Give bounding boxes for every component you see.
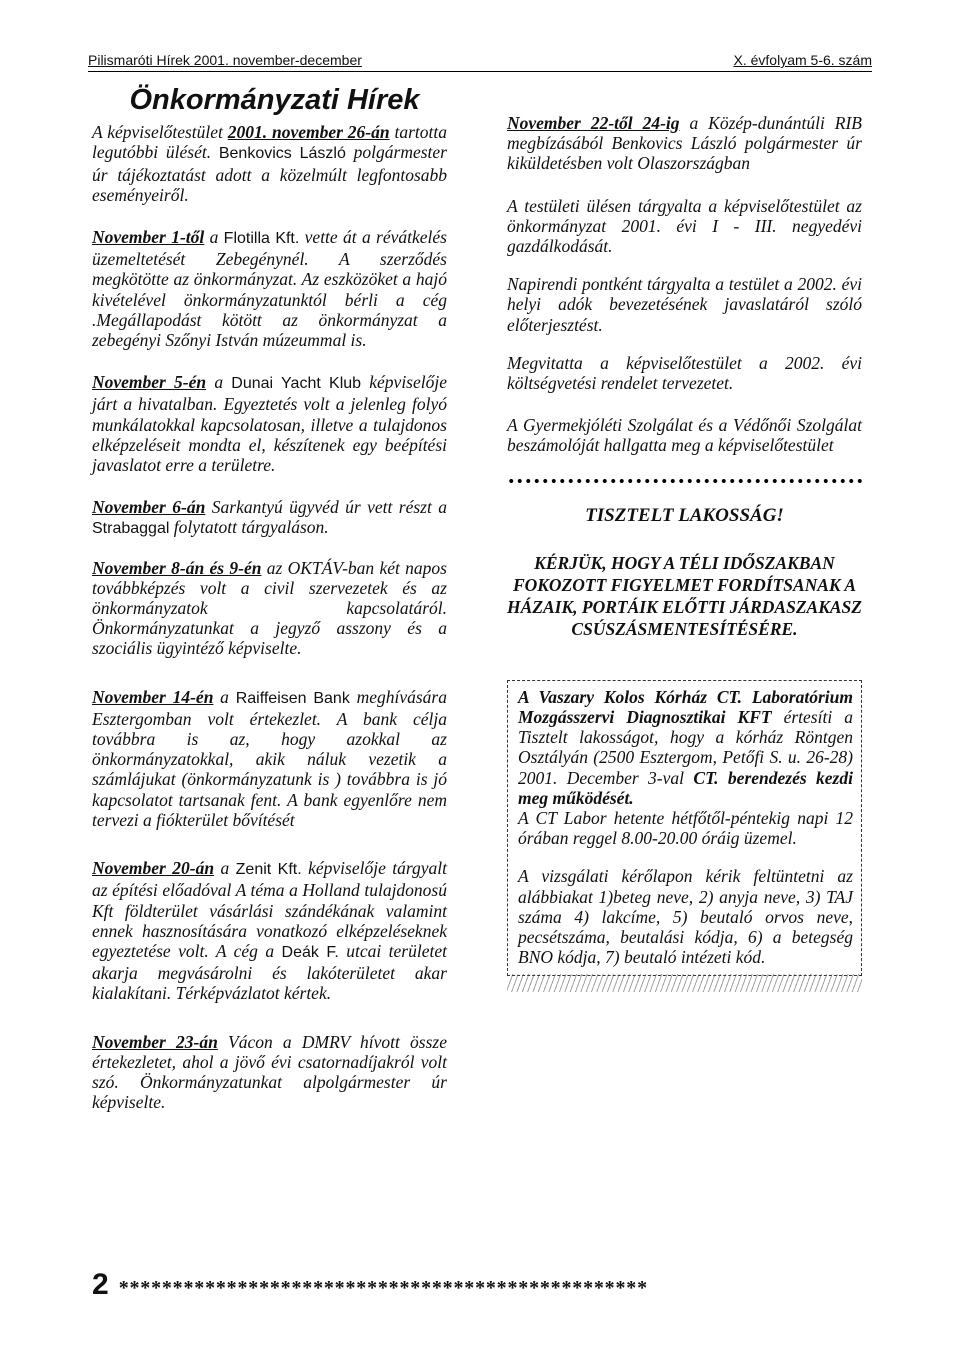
ct-required-data: A vizsgálati kérőlapon kérik feltüntetni az alábbiakat 1)beteg neve, 2) anyja neve, 3) TAJ száma 4) lakcíme, 5) beutaló orvos neve, pecsétszáma, beutalási kódja, 6) a betegség BNO kódja, 7) beutaló intézeti kód. <box>518 866 853 968</box>
ct-announcement-box <box>507 680 862 977</box>
right-column <box>507 113 862 992</box>
ct-opening-hours: A CT Labor hetente hétfőtől-péntekig napi 12 órában reggel 8.00-20.00 óráig üzemel. <box>518 808 853 849</box>
paragraph-child-welfare: A Gyermekjóléti Szolgálat és a Védőnői Szolgálat beszámolóját hallgatta meg a képviselőtestület <box>507 415 862 456</box>
notice-title: TISZTELT LAKOSSÁG! <box>585 504 784 526</box>
paragraph-finances: A testületi ülésen tárgyalta a képviselőtestület az önkormányzat 2001. évi I - III. negyedévi gazdálkodását. <box>507 195 862 257</box>
section-title: Önkormányzati Hírek <box>129 84 420 116</box>
meeting-date: 2001. november 26-án <box>227 122 390 143</box>
news-item-nov6: November 6-án Sarkantyú ügyvéd úr vett részt a Strabaggal folytatott tárgyaláson. <box>92 497 447 538</box>
header-publication: Pilismaróti Hírek 2001. november-december <box>88 52 362 68</box>
left-column <box>92 84 448 1113</box>
dotted-divider <box>507 478 862 484</box>
news-item-nov23: November 23-án Vácon a DMRV hívott össze értekezletet, ahol a jövő évi csatornadíjakról volt szó. Önkormányzatunkat alpolgármester úr képviselte. <box>92 1031 447 1113</box>
page-footer <box>92 1268 872 1302</box>
notice-body: KÉRJÜK, HOGY A TÉLI IDŐSZAKBAN FOKOZOTT FIGYELMET FORDÍTSANAK A HÁZAIK, PORTÁIK ELŐTTI JÁRDASZAKASZ CSÚSZÁSMENTESÍTÉSÉRE. <box>507 552 862 639</box>
header-rule <box>88 71 872 72</box>
ct-announcement-intro: A Vaszary Kolos Kórház CT. Laboratórium Mozgásszervi Diagnosztikai KFT értesíti a Tisztelt lakosságot, hogy a kórház Röntgen Osztályán (2500 Esztergom, Petőfi S. u. 26-28) 2001. December 3-val CT. berendezés kezdi meg működését. <box>518 686 853 808</box>
page-number: 2 <box>92 1268 109 1301</box>
news-item-nov5: November 5-én a Dunai Yacht Klub képviselője járt a hivatalban. Egyeztetés volt a jelenleg folyó munkálatokkal kapcsolatosan, illetve a tulajdonos elképzeléseit mondta el, készítenek egy beépítési javaslatot erre a területre. <box>92 372 448 476</box>
page-header <box>88 52 872 68</box>
paragraph-budget: Megvitatta a képviselőtestület a 2002. évi költségvetési rendelet tervezetet. <box>507 352 862 394</box>
header-issue: X. évfolyam 5-6. szám <box>733 52 872 68</box>
star-divider: ************************************************* <box>118 1277 648 1299</box>
paragraph-local-taxes: Napirendi pontként tárgyalta a testület a 2002. évi helyi adók bevezetésének javaslatáról szóló előterjesztést. <box>507 274 862 335</box>
news-item-nov22: November 22-től 24-ig a Közép-dunántúli RIB megbízásából Benkovics László polgármester úr kiküldetésben volt Olaszországban <box>507 113 862 174</box>
news-item-nov1: November 1-től a Flotilla Kft. vette át a révátkelés üzemeltetését Zebegénynél. A szerződés megkötötte az önkormányzat. Az eszközöket a hajó kivételével önkormányzatunktól bérli a cég .Megállapodást kötött az önkormányzat a zebegényi Szőnyi István múzeummal is. <box>92 227 447 351</box>
news-item-nov14: November 14-én a Raiffeisen Bank meghívására Esztergomban volt értekezlet. A bank célja továbbra is az, hogy azokkal az önkormányzatokkal, akik náluk vezetik a számlájukat (önkormányzatunk is ) továbbra is jó kapcsolatot tartsanak fent. A bank egyenlőre nem tervezi a fiókterület bővítését <box>92 686 447 830</box>
box-bottom-scribble <box>507 974 862 992</box>
news-item-nov20: November 20-án a Zenit Kft. képviselője tárgyalt az építési előadóval A téma a Holland tulajdonosú Kft földterület vásárlási szándékának valamint ennek hasznosítására vonatkozó elképzeléseknek egyeztetése volt. A cég a Deák F. utcai területet akarja megvásárolni és lakóterületet akar kialakítani. Térképvázlatot kértek. <box>92 858 448 1004</box>
intro-paragraph: A képviselőtestület 2001. november 26-án tartotta legutóbbi ülését. Benkovics László polgármester úr tájékoztatást adott a közelmúlt legfontosabb eseményeiről. <box>92 122 447 205</box>
news-item-nov8: November 8-án és 9-én az OKTÁV-ban két napos továbbképzés volt a civil szervezetek és az önkormányzatok kapcsolatáról. Önkormányzatunkat a jegyző asszony és a szociális ügyintéző képviselte. <box>92 557 447 659</box>
